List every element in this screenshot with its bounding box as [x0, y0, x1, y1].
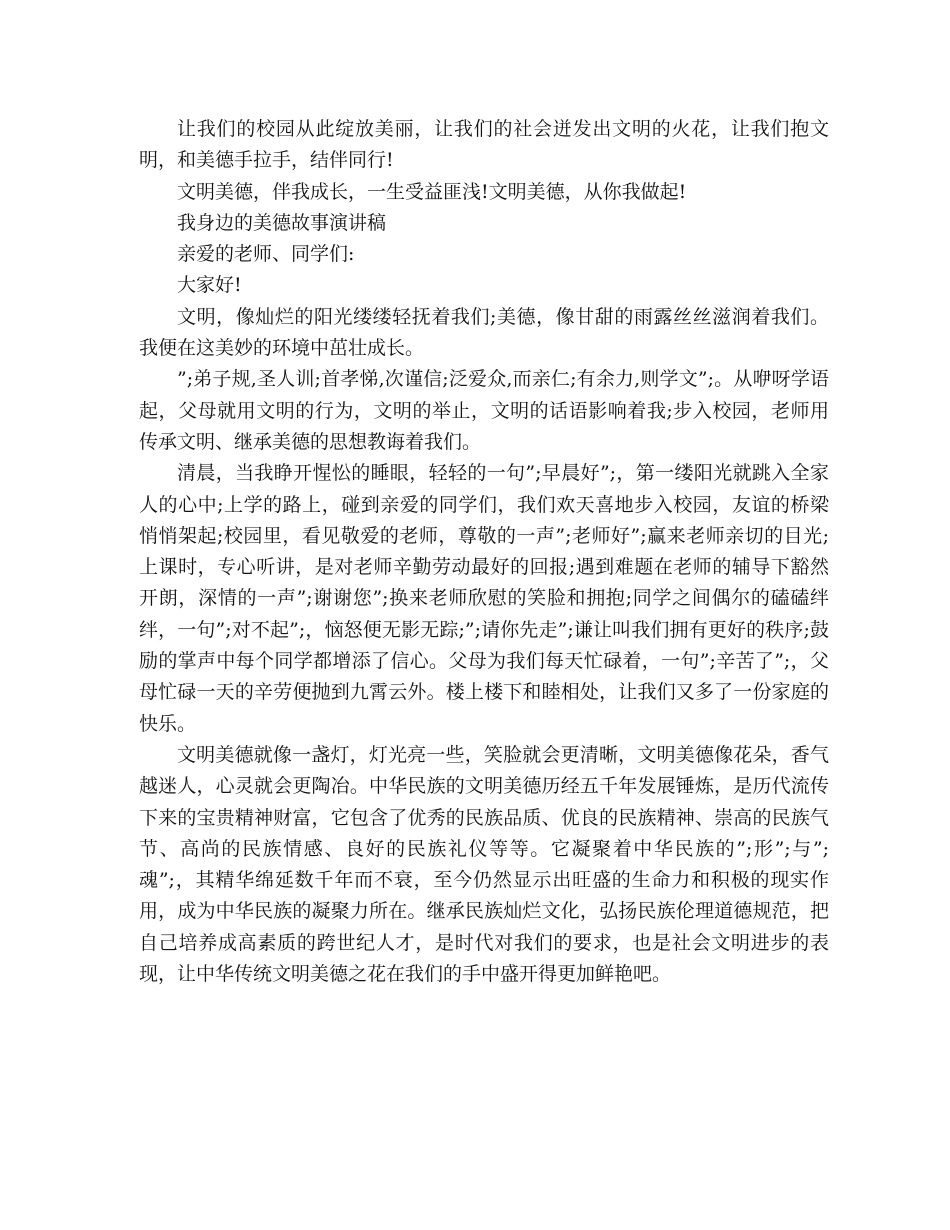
paragraph-slogan: 文明美德，伴我成长，一生受益匪浅!文明美德，从你我做起! [177, 180, 687, 203]
greeting: 大家好! [177, 274, 242, 297]
paragraph-virtue-lamp: 文明美德就像一盏灯，灯光亮一些，笑脸就会更清晰，文明美德像花朵，香气越迷人，心灵就会更陶冶。中华民族的文明美德历经五千年发展锤炼，是历代流传下来的宝贵精神财富，它包含了优秀的民族品质、优良的民族精神、崇高的民族气节、高尚的民族情感、良好的民族礼仪等等。它凝聚着中华民族的”;形”;与”;魂”;，其精华绵延数千年而不衰，至今仍然显示出旺盛的生命力和积极的现实作用，成为中华民族的凝聚力所在。继承民族灿烂文化，弘扬民族伦理道德规范，把自己培养成高素质的跨世纪人才，是时代对我们的要求，也是社会文明进步的表现，让中华传统文明美德之花在我们的手中盛开得更加鲜艳吧。 [139, 743, 829, 986]
document-body [139, 114, 829, 990]
speech-title: 我身边的美德故事演讲稿 [177, 211, 387, 234]
paragraph-intro: 文明，像灿烂的阳光缕缕轻抚着我们;美德，像甘甜的雨露丝丝滋润着我们。我便在这美妙的环境中茁壮成长。 [139, 305, 829, 360]
paragraph-morning: 清晨，当我睁开惺忪的睡眼，轻轻的一句”;早晨好”;，第一缕阳光就跳入全家人的心中;上学的路上，碰到亲爱的同学们，我们欢天喜地步入校园，友谊的桥梁悄悄架起;校园里，看见敬爱的老师，尊敬的一声”;老师好”;赢来老师亲切的目光;上课时，专心听讲，是对老师辛勤劳动最好的回报;遇到难题在老师的辅导下豁然开朗，深情的一声”;谢谢您”;换来老师欣慰的笑脸和拥抱;同学之间偶尔的磕磕绊绊，一句”;对不起”;，恼怒便无影无踪;”;请你先走”;谦让叫我们拥有更好的秩序;鼓励的掌声中每个同学都增添了信心。父母为我们每天忙碌着，一句”;辛苦了”;，父母忙碌一天的辛劳便抛到九霄云外。楼上楼下和睦相处，让我们又多了一份家庭的快乐。 [139, 462, 829, 735]
salutation: 亲爱的老师、同学们: [177, 243, 355, 266]
paragraph-closing-call: 让我们的校园从此绽放美丽，让我们的社会迸发出文明的火花，让我们抱文明，和美德手拉手，结伴同行! [139, 118, 829, 172]
paragraph-dizigui: ”;弟子规,圣人训;首孝悌,次谨信;泛爱众,而亲仁;有余力,则学文”;。从咿呀学语起，父母就用文明的行为，文明的举止，文明的话语影响着我;步入校园，老师用传承文明、继承美德的思想教诲着我们。 [139, 368, 829, 453]
